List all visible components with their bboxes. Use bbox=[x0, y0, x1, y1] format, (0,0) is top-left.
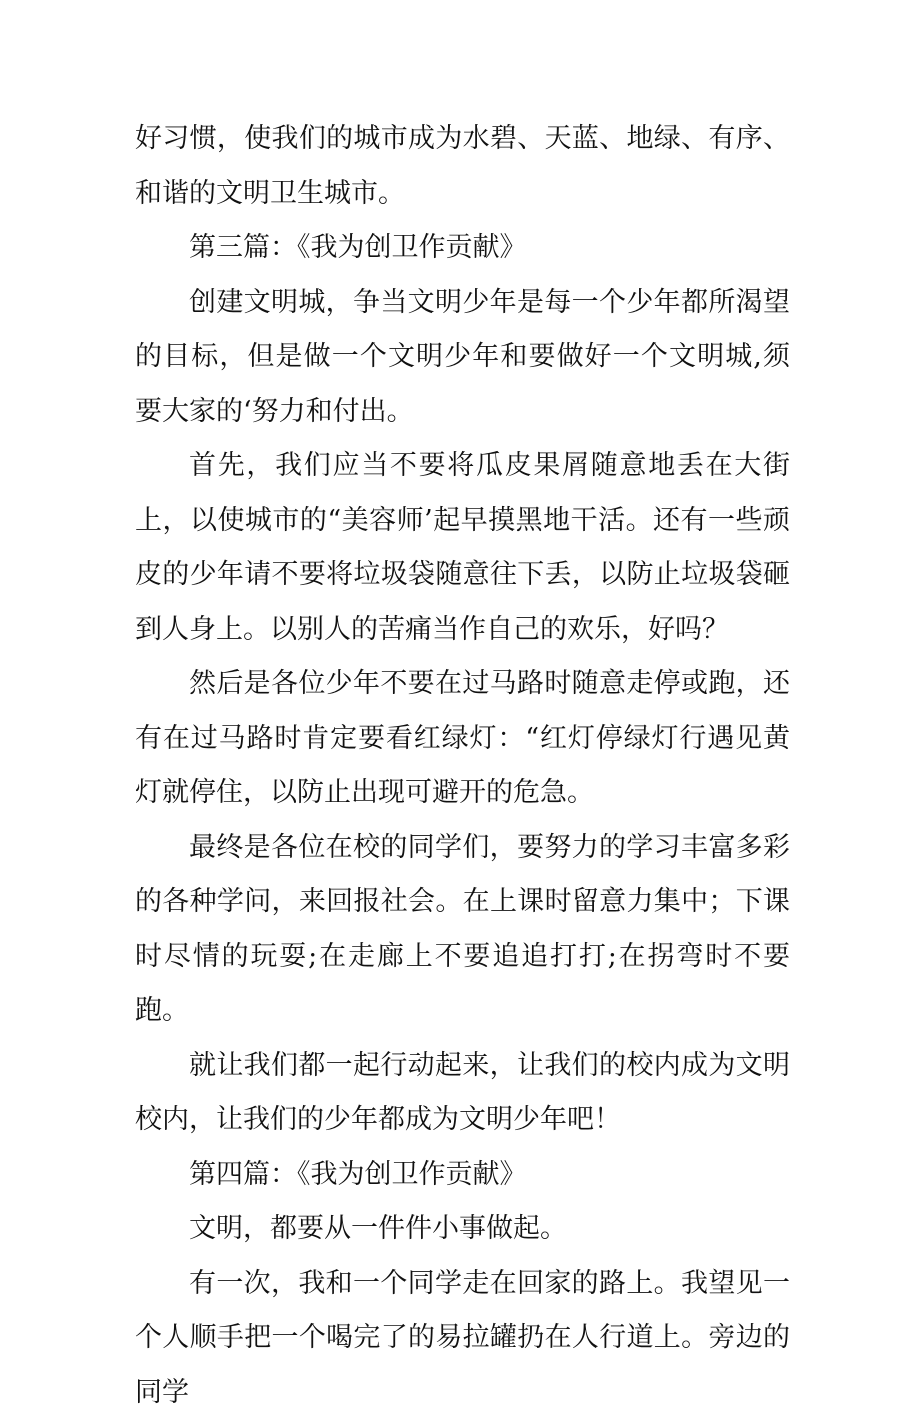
paragraph: 最终是各位在校的同学们，要努力的学习丰富多彩的各种学问，来回报社会。在上课时留意力集中；下课时尽情的玩耍;在走廊上不要追追打打;在拐弯时不要跑。 bbox=[135, 821, 790, 1039]
paragraph: 文明，都要从一件件小事做起。 bbox=[135, 1202, 790, 1257]
paragraph: 就让我们都一起行动起来，让我们的校内成为文明校内，让我们的少年都成为文明少年吧！ bbox=[135, 1039, 790, 1148]
paragraph: 首先，我们应当不要将瓜皮果屑随意地丢在大街上，以使城市的“美容师’起早摸黑地干活。还有一些顽皮的少年请不要将垃圾袋随意往下丢，以防止垃圾袋砸到人身上。以别人的苦痛当作自己的欢乐，好吗？ bbox=[135, 439, 790, 657]
paragraph: 有一次，我和一个同学走在回家的路上。我望见一个人顺手把一个喝完了的易拉罐扔在人行道上。旁边的同学 bbox=[135, 1257, 790, 1420]
section-heading-3: 第三篇：《我为创卫作贡献》 bbox=[135, 221, 790, 276]
paragraph-continuation: 好习惯，使我们的城市成为水碧、天蓝、地绿、有序、和谐的文明卫生城市。 bbox=[135, 112, 790, 221]
document-page bbox=[135, 112, 790, 1420]
paragraph: 创建文明城，争当文明少年是每一个少年都所渴望的目标，但是做一个文明少年和要做好一个文明城,须要大家的‘努力和付出。 bbox=[135, 276, 790, 440]
section-heading-4: 第四篇：《我为创卫作贡献》 bbox=[135, 1148, 790, 1203]
paragraph: 然后是各位少年不要在过马路时随意走停或跑，还有在过马路时肯定要看红绿灯：“红灯停绿灯行遇见黄灯就停住，以防止出现可避开的危急。 bbox=[135, 657, 790, 821]
